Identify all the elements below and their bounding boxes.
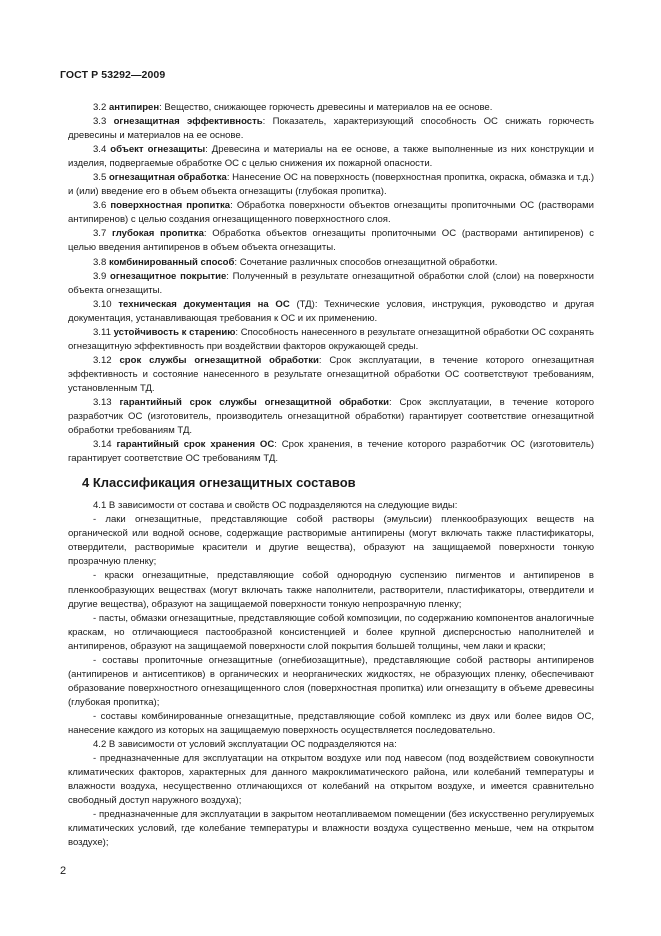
list-item-paints: - краски огнезащитные, представляющие собой однородную суспензию пигментов и антипиренов в пленкообразующих веществах (могут включать также наполнители, растворители, пластификаторы, отвердители и другие вещества), образуют на защищаемой поверхности тонкую непрозрачную пленку; (68, 570, 594, 610)
list-item-indoor-unheated: - предназначенные для эксплуатации в закрытом неотапливаемом помещении (без искусственно регулируемых климатических условий, где колебание температуры и влажности воздуха существенно меньше, чем на открытом воздухе); (68, 809, 594, 849)
page-number: 2 (60, 865, 67, 877)
term-name: глубокая пропитка (111, 228, 204, 240)
term-definition: : Способность нанесенного в результате огнезащитной обработки ОС сохранять огнезащитную эффективность при воздействии факторов окружающей среды. (68, 326, 594, 352)
term-3-14 (68, 438, 594, 466)
term-definition: : Вещество, снижающее горючесть древесины и материалов на ее основе. (159, 102, 493, 113)
list-item-pastes: - пасты, обмазки огнезащитные, представляющие собой композиции, по содержанию компонентов аналогичные краскам, но отличающиеся пастообразной консистенцией и более крупной дисперсностью наполнителей и антипиренов, образуют на защищаемой поверхности слой покрытия большей толщины, чем лаки и краски; (68, 612, 595, 652)
term-number: 3.9 (93, 270, 107, 282)
term-name: поверхностная пропитка (110, 200, 231, 212)
term-3-6 (68, 199, 594, 227)
clause-4-2: 4.2 В зависимости от условий эксплуатации ОС подразделяются на: (93, 739, 397, 751)
term-3-12 (68, 354, 594, 396)
term-name: срок службы огнезащитной обработки (119, 354, 319, 366)
term-number: 3.12 (93, 354, 112, 366)
term-3-2 (68, 101, 594, 115)
term-name: антипирен (108, 102, 160, 113)
document-code: ГОСТ Р 53292—2009 (60, 69, 166, 81)
term-number: 3.2 (93, 102, 107, 113)
list-item-outdoor: - предназначенные для эксплуатации на открытом воздухе или под навесом (под воздействием совокупности климатических факторов, характерных для данного макроклиматического района, или колебаний температуры и влажности воздуха, несущественно отличающихся от колебаний на открытом воздухе, и имеется сравнительно свободный доступ наружного воздуха); (68, 753, 594, 807)
document-body (68, 101, 594, 850)
term-3-9 (68, 270, 594, 298)
term-number: 3.3 (93, 116, 107, 128)
term-definition: : Обработка объектов огнезащиты пропиточными ОС (растворами антипиренов) с целью введения антипиренов в объем объекта огнезащиты. (68, 228, 594, 254)
term-definition: : Сочетание различных способов огнезащитной обработки. (234, 256, 498, 268)
term-3-4 (68, 143, 594, 171)
term-name: огнезащитная обработка (108, 172, 227, 184)
term-3-3 (68, 115, 594, 143)
clause-4-1: 4.1 В зависимости от состава и свойств ОС подразделяются на следующие виды: (93, 500, 458, 512)
term-3-7 (68, 227, 594, 255)
list-item-impregnating: - составы пропиточные огнезащитные (огнебиозащитные), представляющие собой растворы антипиренов (антипиренов и антисептиков) в органических и неорганических жидкостях, не образующих пленку, обеспечивают образование поверхностного огнезащищенного слоя (поверхностная пропитка) или огнезащиту в объеме древесины (глубокая пропитка); (68, 654, 594, 708)
term-number: 3.5 (93, 172, 107, 184)
term-definition: : Древесина и материалы на ее основе, а также выполненные из них конструкции и изделия, подвергаемые обработке ОС с целью снижения их пожарной опасности. (68, 144, 595, 170)
term-definition: : Срок эксплуатации, в течение которого огнезащитная эффективность и состояние нанесенного в результате огнезащитной обработки ОС соответствуют требованиям, установленным ТД. (68, 354, 595, 394)
term-definition: (ТД): Технические условия, инструкция, руководство и другая документация, устанавливающая требования к ОС и их применению. (68, 298, 594, 324)
term-3-8 (68, 256, 594, 270)
term-name: гарантийный срок службы огнезащитной обработки (119, 396, 389, 408)
term-3-11 (68, 326, 594, 354)
term-number: 3.11 (93, 326, 111, 338)
list-item-combined: - составы комбинированные огнезащитные, представляющие собой комплекс из двух или более видов ОС, нанесение каждого из которых на защищаемую поверхность осуществляется последовательно. (68, 710, 594, 736)
term-number: 3.8 (93, 256, 107, 268)
term-definition: : Срок эксплуатации, в течение которого разработчик ОС (изготовитель, производитель огнезащитной обработки) гарантирует соответствие огнезащитной обработки требованиям ТД. (68, 396, 595, 437)
term-definition: : Показатель, характеризующий способность ОС снижать горючесть древесины и материалов на ее основе. (68, 116, 594, 142)
list-item-varnishes: - лаки огнезащитные, представляющие собой растворы (эмульсии) пленкообразующих веществ на органической или водной основе, содержащие растворимые антипирены (могут включать также пластификаторы, отвердители, растворимые красители и другие вещества), образуют на защищаемой поверхности тонкую прозрачную пленку; (68, 514, 594, 568)
term-name: объект огнезащиты (110, 144, 206, 156)
term-definition: : Нанесение ОС на поверхность (поверхностная пропитка, окраска, обмазка и т.д.) и (или) введение его в объем объекта огнезащиты (глубокая пропитка). (68, 172, 594, 198)
term-number: 3.4 (93, 144, 107, 156)
term-number: 3.13 (93, 396, 112, 408)
term-name: техническая документация на ОС (118, 298, 290, 310)
term-definition: : Полученный в результате огнезащитной обработки слой (слои) на поверхности объекта огнезащиты. (68, 270, 595, 296)
term-3-13 (68, 396, 594, 438)
term-number: 3.7 (93, 228, 107, 240)
term-name: огнезащитное покрытие (110, 270, 227, 282)
term-definition: : Обработка поверхности объектов огнезащиты пропиточными ОС (растворами антипиренов) с целью создания огнезащищенного поверхностного слоя. (68, 200, 595, 226)
section-title: 4 Классификация огнезащитных составов (82, 475, 356, 491)
term-name: комбинированный способ (108, 256, 235, 268)
term-number: 3.10 (93, 298, 112, 310)
term-name: огнезащитная эффективность (113, 116, 263, 128)
term-name: устойчивость к старению (113, 326, 236, 338)
term-3-5 (68, 171, 594, 199)
term-name: гарантийный срок хранения ОС (116, 439, 275, 451)
term-number: 3.6 (93, 200, 107, 212)
term-definition: : Срок хранения, в течение которого разработчик ОС (изготовитель) гарантирует соответствие ОС требованиям ТД. (68, 439, 595, 465)
term-3-10 (68, 298, 594, 326)
term-number: 3.14 (93, 439, 112, 451)
